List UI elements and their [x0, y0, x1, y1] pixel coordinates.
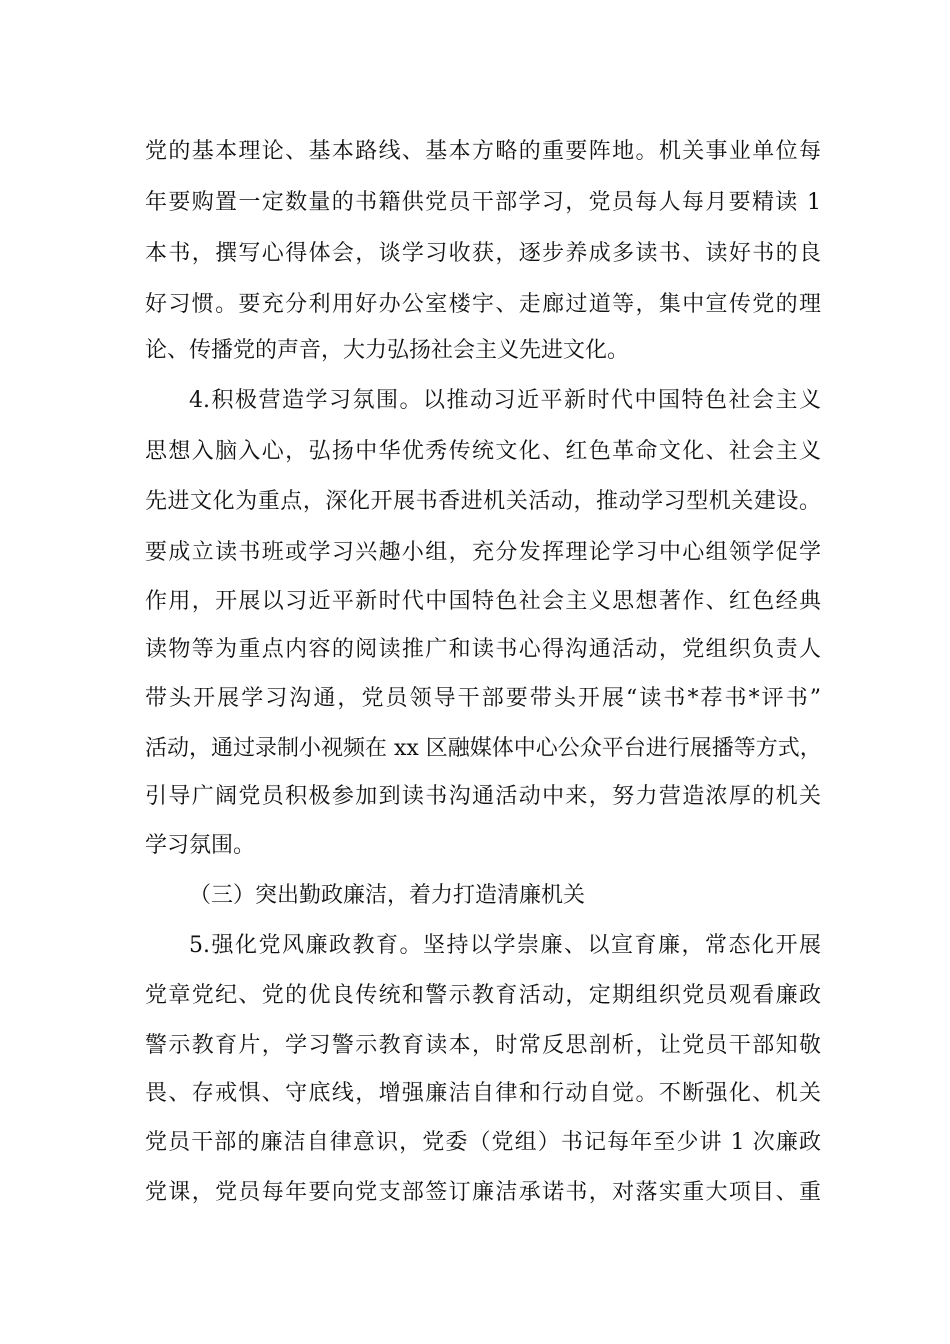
- text-line: 先进文化为重点，深化开展书香进机关活动，推动学习型机关建设。: [145, 489, 821, 514]
- text-line: 好习惯。要充分利用好办公室楼宇、走廊过道等，集中宣传党的理: [145, 292, 821, 317]
- text-line: 思想入脑入心，弘扬中华优秀传统文化、红色革命文化、社会主义: [145, 439, 821, 464]
- text-line: 读物等为重点内容的阅读推广和读书心得沟通活动，党组织负责人: [145, 637, 821, 662]
- text-line: 引导广阔党员积极参加到读书沟通活动中来，努力营造浓厚的机关: [145, 784, 821, 809]
- text-line: 年要购置一定数量的书籍供党员干部学习，党员每人每月要精读 1: [145, 190, 821, 215]
- text-line: 畏、存戒惧、守底线，增强廉洁自律和行动自觉。不断强化、机关: [145, 1081, 821, 1106]
- text-line: 论、传播党的声音，大力弘扬社会主义先进文化。: [145, 338, 630, 363]
- text-line: 党章党纪、党的优良传统和警示教育活动，定期组织党员观看廉政: [145, 983, 821, 1008]
- paragraph-heading-5: 5.强化党风廉政教育。坚持以学崇廉、以宣育廉，常态化开展: [189, 933, 821, 958]
- text-line: 警示教育片，学习警示教育读本，时常反思剖析，让党员干部知敬: [145, 1033, 821, 1058]
- text-line: 党课，党员每年要向党支部签订廉洁承诺书，对落实重大项目、重: [145, 1180, 821, 1205]
- text-line: 学习氛围。: [145, 833, 256, 858]
- text-line: 党的基本理论、基本路线、基本方略的重要阵地。机关事业单位每: [145, 139, 821, 164]
- text-line: 带头开展学习沟通，党员领导干部要带头开展“读书*荐书*评书”: [145, 686, 821, 711]
- text-line: 本书，撰写心得体会，谈学习收获，逐步养成多读书、读好书的良: [145, 241, 821, 266]
- text-line: 党员干部的廉洁自律意识，党委（党组）书记每年至少讲 1 次廉政: [145, 1130, 821, 1155]
- text-line: 要成立读书班或学习兴趣小组，充分发挥理论学习中心组领学促学: [145, 540, 821, 565]
- paragraph-heading-4: 4.积极营造学习氛围。以推动习近平新时代中国特色社会主义: [189, 388, 821, 413]
- text-line: 活动，通过录制小视频在 xx 区融媒体中心公众平台进行展播等方式，: [145, 736, 822, 761]
- section-heading: （三）突出勤政廉洁，着力打造清廉机关: [189, 883, 586, 908]
- text-line: 作用，开展以习近平新时代中国特色社会主义思想著作、红色经典: [145, 589, 821, 614]
